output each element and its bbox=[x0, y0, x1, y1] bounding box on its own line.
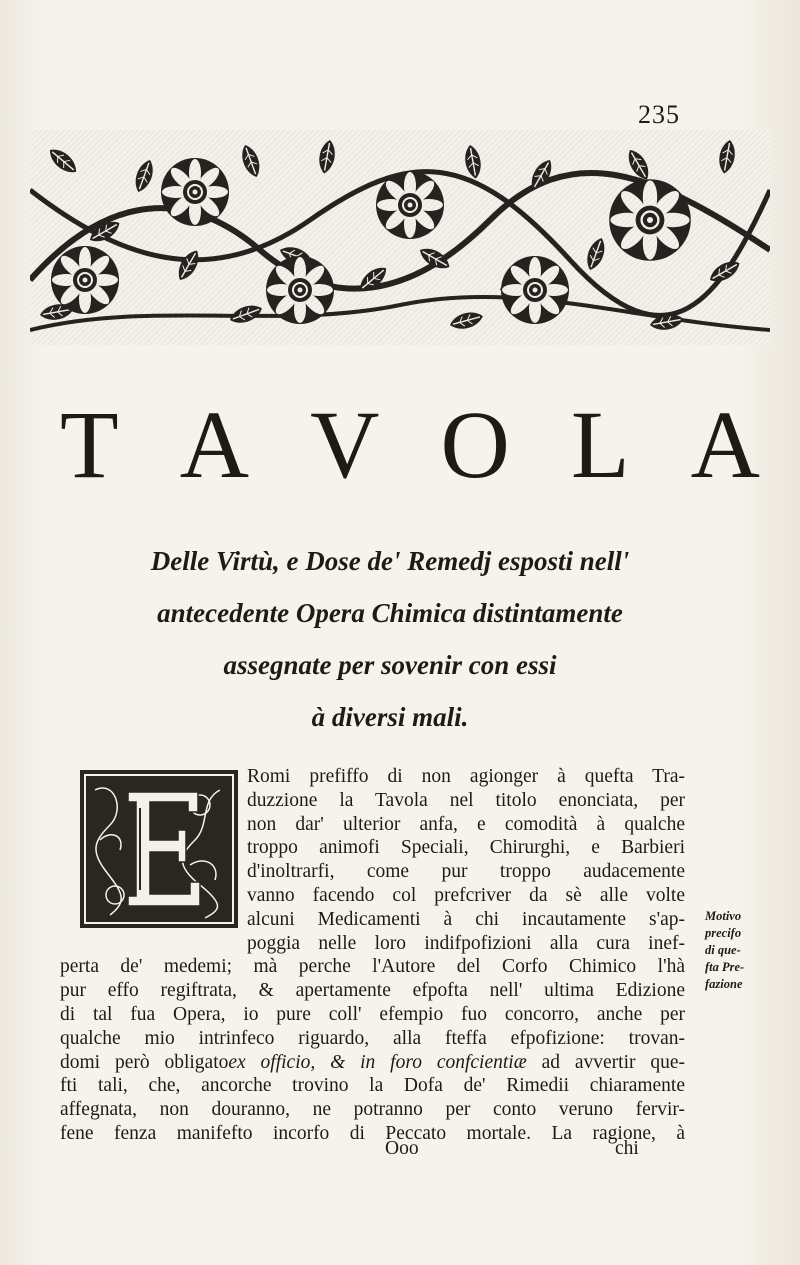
margin-note-line: precifo bbox=[705, 926, 742, 940]
body-text bbox=[60, 765, 685, 1146]
margin-note bbox=[705, 908, 795, 993]
subtitle-line: Delle Virtù, e Dose de' Remedj esposti nell' bbox=[150, 546, 630, 576]
text-line: duzzione la Tavola nel titolo enonciata, per bbox=[247, 789, 685, 811]
text-line: troppo animofi Speciali, Chirurghi, e Barbieri bbox=[247, 837, 685, 859]
subtitle-line: assegnate per sovenir con essi bbox=[223, 650, 557, 680]
title-letter: O bbox=[440, 391, 510, 498]
margin-note-line: di que- bbox=[705, 943, 741, 957]
text-line: d'inoltrarfi, come pur troppo audacemente bbox=[247, 861, 685, 883]
text-line: fene fenza manifefto incorfo di Peccato mortale. La ragione, à bbox=[60, 1122, 685, 1144]
text-line: affegnata, non douranno, ne potranno per conto veruno fervir- bbox=[60, 1099, 685, 1121]
title-letter: V bbox=[310, 391, 380, 498]
text-line: Romi prefiffo di non agionger à quefta Tra- bbox=[247, 766, 685, 787]
subtitle-line: antecedente Opera Chimica distintamente bbox=[157, 598, 623, 628]
subtitle bbox=[80, 535, 700, 743]
catchword: chi bbox=[615, 1138, 639, 1159]
text-segment: domi però obligato bbox=[60, 1051, 229, 1073]
text-segment: ad avvertir que- bbox=[541, 1051, 686, 1073]
title-letter: L bbox=[570, 391, 630, 498]
subtitle-line: à diversi mali. bbox=[311, 702, 469, 732]
title-letter: A bbox=[690, 391, 760, 498]
italic-phrase: ex officio, & in foro confcientiæ bbox=[228, 1051, 527, 1073]
margin-note-line: fazione bbox=[705, 977, 743, 991]
floral-ornament-band bbox=[30, 130, 770, 345]
page-number: 235 bbox=[638, 100, 680, 129]
title-letter: T bbox=[60, 391, 119, 498]
title-letter: A bbox=[179, 391, 250, 498]
signature-mark: Ooo bbox=[385, 1138, 419, 1159]
text-line: qualche mio intrinfeco riguardo, alla fteffa efpofizione: trovan- bbox=[60, 1027, 685, 1049]
text-line: pur effo regiftrata, & apertamente efpofta nell' ultima Edizione bbox=[60, 980, 685, 1002]
page-title bbox=[60, 391, 760, 498]
margin-note-line: Motivo bbox=[705, 909, 742, 923]
margin-note-line: fta Pre- bbox=[705, 960, 745, 974]
text-line: poggia nelle loro indifpofizioni alla cura inef- bbox=[247, 932, 685, 954]
text-line: di tal fua Opera, io pure coll' efempio fuo concorro, anche per bbox=[60, 1003, 685, 1025]
text-line-with-italic bbox=[60, 1051, 685, 1075]
text-line: vanno facendo col prefcriver da sè alle volte bbox=[247, 884, 685, 906]
text-line: fti tali, che, ancorche trovino la Dofa de' Rimedii chiaramente bbox=[60, 1075, 685, 1097]
text-line: non dar' ulterior anfa, e comodità à qualche bbox=[247, 813, 685, 835]
text-line: perta de' medemi; mà perche l'Autore del Corfo Chimico l'hà bbox=[60, 956, 685, 978]
text-line: alcuni Medicamenti à chi incautamente s'ap- bbox=[247, 908, 685, 930]
